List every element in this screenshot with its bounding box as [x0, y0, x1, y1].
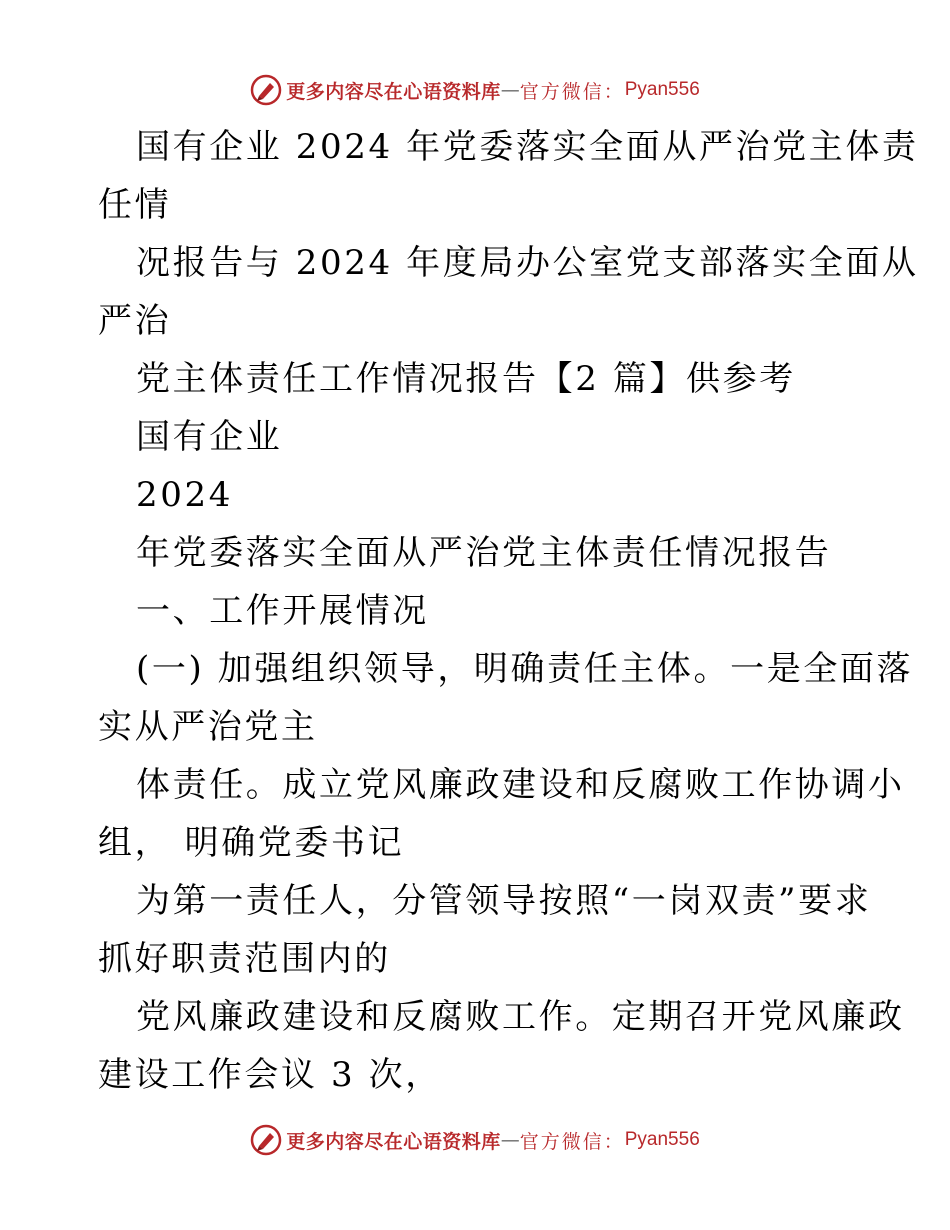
title-line-4: 严治 [98, 301, 172, 341]
title-line-3: 况报告与 2024 年度局办公室党支部落实全面从 [136, 243, 919, 283]
footer-banner [0, 1122, 950, 1158]
paragraph-line: 党风廉政建设和反腐败工作。定期召开党风廉政 [136, 997, 905, 1037]
paragraph-line: (一) 加强组织领导，明确责任主体。一是全面落 [136, 649, 914, 689]
paragraph-line: 抓好职责范围内的 [98, 939, 391, 979]
banner-separator: — [500, 79, 520, 101]
banner-wechat-label: 官方微信： [519, 1130, 625, 1153]
document-pen-logo-icon [250, 1124, 282, 1156]
subtitle-line-2: 2024 [136, 475, 233, 515]
section-heading: 一、工作开展情况 [136, 591, 429, 631]
paragraph-line: 组， 明确党委书记 [98, 823, 405, 863]
document-body [98, 118, 919, 1104]
document-pen-logo-icon [250, 74, 282, 106]
paragraph-line: 实从严治党主 [98, 707, 318, 747]
banner-wechat-id: Pyan556 [624, 79, 700, 100]
title-line-2: 任情 [98, 185, 172, 225]
paragraph-line: 为第一责任人，分管领导按照“一岗双责”要求 [136, 881, 872, 921]
banner-wechat-id: Pyan556 [624, 1129, 700, 1150]
paragraph-line: 体责任。成立党风廉政建设和反腐败工作协调小 [136, 765, 905, 805]
header-banner [0, 72, 950, 108]
banner-site-text: 更多内容尽在心语资料库 [286, 1130, 501, 1153]
paragraph-line: 建设工作会议 3 次， [98, 1055, 442, 1095]
banner-wechat-label: 官方微信： [519, 80, 625, 103]
subtitle-line-1: 国有企业 [136, 417, 283, 457]
banner-separator: — [500, 1129, 520, 1151]
subtitle-line-3: 年党委落实全面从严治党主体责任情况报告 [136, 533, 832, 573]
title-line-5: 党主体责任工作情况报告【2 篇】供参考 [136, 359, 796, 399]
banner-site-text: 更多内容尽在心语资料库 [286, 80, 501, 103]
title-line-1: 国有企业 2024 年党委落实全面从严治党主体责 [136, 127, 919, 167]
